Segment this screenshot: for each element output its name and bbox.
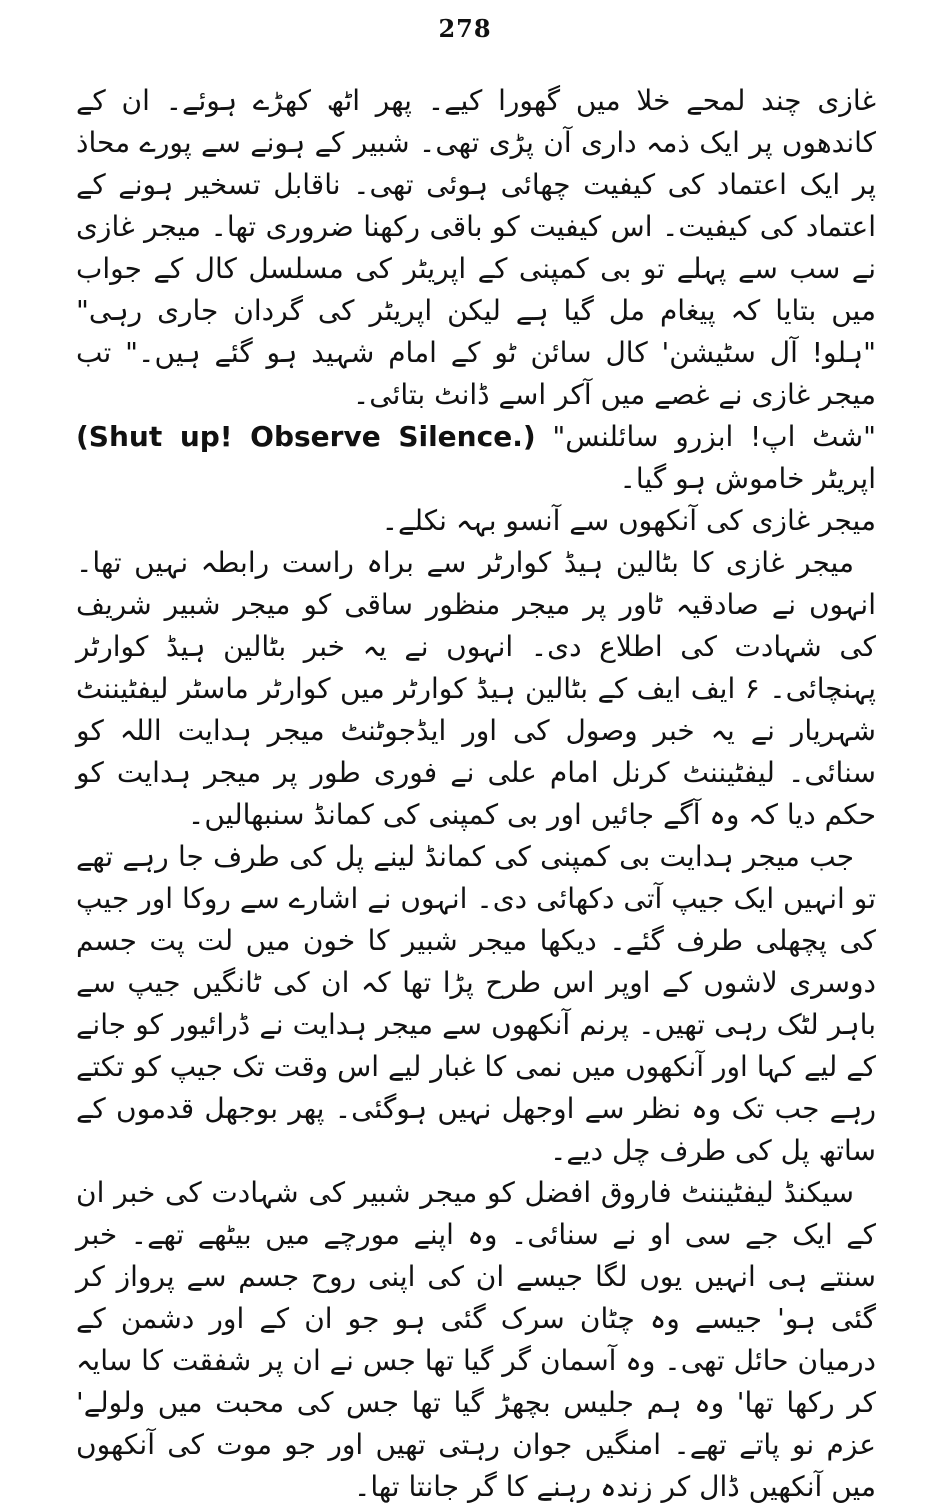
paragraph-1: غازی چند لمحے خلا میں گھورا کیے۔ پھر اٹھ کھڑے ہوئے۔ ان کے کاندھوں پر ایک ذمہ داری آن پڑی تھی۔ شبیر کے ہونے سے پورے محاذ پر ایک اعتماد کی کیفیت چھائی ہوئی تھی۔ ناقابل تسخیر ہونے کے اعتماد کی کیفیت۔ اس کیفیت کو باقی رکھنا ضروری تھا۔ میجر غازی نے سب سے پہلے تو بی کمپنی کے اپریٹر کی مسلسل کال کے جواب میں بتایا کہ پیغام مل گیا ہے لیکن اپریٹر کی گردان جاری رہی" "ہلو! آل سٹیشن' کال سائن ٹو کے امام شہید ہو گئے ہیں۔" تب میجر غازی نے غصے میں آکر اسے ڈانٹ بتائی۔ (76, 84, 876, 411)
page-text (76, 80, 876, 1508)
paragraph-2: میجر غازی کی آنکھوں سے آنسو بہہ نکلے۔ (381, 504, 876, 537)
paragraph-3: میجر غازی کا بٹالین ہیڈ کوارٹر سے براہ راست رابطہ نہیں تھا۔ انہوں نے صادقیہ ٹاور پر میجر منظور ساقی کو میجر شبیر شریف کی شہادت کی اطلاع دی۔ انہوں نے یہ خبر بٹالین ہیڈ کوارٹر پہنچائی۔ ۶ ایف ایف کے بٹالین ہیڈ کوارٹر میں کوارٹر ماسٹر لیفٹیننٹ شہریار نے یہ خبر وصول کی اور ایڈجوٹنٹ میجر ہدایت اللہ کو سنائی۔ لیفٹیننٹ کرنل امام علی نے فوری طور پر میجر ہدایت کو حکم دیا کہ وہ آگے جائیں اور بی کمپنی کی کمانڈ سنبھالیں۔ (76, 546, 876, 831)
shut-up-english: (Shut up! Observe Silence.) (76, 420, 536, 453)
paragraph-4: جب میجر ہدایت بی کمپنی کی کمانڈ لینے پل کی طرف جا رہے تھے تو انہیں ایک جیپ آتی دکھائی دی۔ انہوں نے اشارے سے روکا اور جیپ کی پچھلی طرف گئے۔ دیکھا میجر شبیر کا خون میں لت پت جسم دوسری لاشوں کے اوپر اس طرح پڑا تھا کہ ان کی ٹانگیں جیپ سے باہر لٹک رہی تھیں۔ پرنم آنکھوں سے میجر ہدایت نے ڈرائیور کو جانے کے لیے کہا اور آنکھوں میں نمی کا غبار لیے اس وقت تک جیپ کو تکتے رہے جب تک وہ نظر سے اوجھل نہیں ہوگئی۔ پھر بوجھل قدموں کے ساتھ پل کی طرف چل دیے۔ (76, 840, 876, 1167)
shut-up-line (76, 416, 876, 500)
page-number: 278 (438, 14, 492, 43)
shut-up-urdu-suffix: اپریٹر خاموش ہو گیا۔ (619, 462, 876, 495)
paragraph-5: سیکنڈ لیفٹیننٹ فاروق افضل کو میجر شبیر کی شہادت کی خبر ان کے ایک جے سی او نے سنائی۔ وہ اپنے مورچے میں بیٹھے تھے۔ خبر سنتے ہی انہیں یوں لگا جیسے ان کی اپنی روح جسم سے پرواز کر گئی ہو' جیسے وہ چٹان سرک گئی ہو جو ان کے اور دشمن کے درمیان حائل تھی۔ وہ آسمان گر گیا تھا جس نے ان پر شفقت کا سایہ کر رکھا تھا' وہ ہم جلیس بچھڑ گیا تھا جس کی محبت میں ولولے' عزم نو پاتے تھے۔ امنگیں جوان رہتی تھیں اور جو موت کی آنکھوں میں آنکھیں ڈال کر زندہ رہنے کا گر جانتا تھا۔ (76, 1176, 876, 1503)
shut-up-urdu-quote: "شٹ اپ! ابزرو سائلنس" (552, 420, 876, 453)
